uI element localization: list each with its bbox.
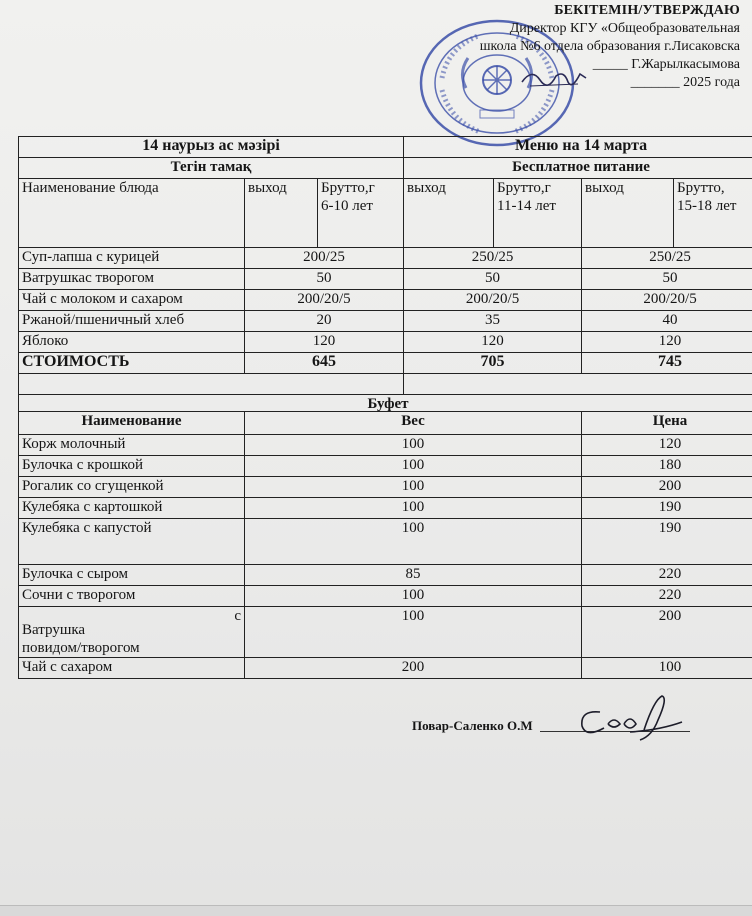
buffet-item-name-line1: Ватрушка: [22, 622, 85, 638]
dish-value-age3: 250/25: [582, 248, 752, 269]
menu-row: [19, 269, 752, 290]
dish-value-age3: 200/20/5: [582, 290, 752, 311]
dish-value-age3: 40: [582, 311, 752, 332]
dish-value-age3: 120: [582, 332, 752, 353]
header-brutto-1: [318, 179, 404, 248]
buffet-header-weight: Вес: [245, 412, 582, 435]
buffet-item-name: [19, 607, 245, 658]
header-yield-1: выход: [245, 179, 318, 248]
buffet-row: [19, 519, 752, 565]
dish-name: Суп-лапша с курицей: [19, 248, 245, 269]
buffet-item-name: Сочни с творогом: [19, 586, 245, 607]
dish-name: Яблоко: [19, 332, 245, 353]
approval-line-1: Директор КГУ «Общеобразовательная: [400, 20, 740, 38]
buffet-item-price: 220: [582, 586, 752, 607]
approval-line-2: школа №6 отдела образования г.Лисаковска: [400, 38, 740, 56]
total-value-age3: 745: [582, 353, 752, 374]
buffet-item-name: Корж молочный: [19, 435, 245, 456]
empty-cell: [19, 374, 404, 395]
empty-row: [19, 374, 752, 395]
header-brutto-1-label: Брутто,г: [321, 180, 375, 196]
cook-signature: [570, 690, 690, 750]
dish-value-age2: 250/25: [404, 248, 582, 269]
approval-heading: БЕКІТЕМІН/УТВЕРЖДАЮ: [400, 2, 740, 20]
buffet-item-weight: 100: [245, 607, 582, 658]
buffet-row: [19, 658, 752, 679]
buffet-title: Буфет: [18, 396, 752, 412]
buffet-row: [19, 586, 752, 607]
buffet-item-weight: 100: [245, 519, 582, 565]
buffet-item-price: 190: [582, 519, 752, 565]
header-dish-name: Наименование блюда: [19, 179, 245, 248]
cook-label: Повар-Саленко О.М: [412, 718, 533, 734]
bottom-strip: [0, 905, 752, 916]
buffet-item-price: 200: [582, 477, 752, 498]
buffet-row: [19, 607, 752, 658]
menu-header-row: [19, 179, 752, 248]
buffet-item-name-c-letter: с: [22, 607, 241, 625]
header-brutto-3: [674, 179, 752, 248]
menu-subtitle-ru: Бесплатное питание: [404, 158, 752, 179]
buffet-item-name: Кулебяка с картошкой: [19, 498, 245, 519]
menu-subtitle-kz: Тегін тамақ: [19, 158, 404, 179]
header-brutto-3-label: Брутто,: [677, 180, 725, 196]
buffet-item-price: 200: [582, 607, 752, 658]
buffet-item-name: Булочка с сыром: [19, 565, 245, 586]
buffet-item-weight: 100: [245, 477, 582, 498]
menu-row: [19, 311, 752, 332]
menu-row: [19, 332, 752, 353]
buffet-item-name: Чай с сахаром: [19, 658, 245, 679]
buffet-item-weight: 100: [245, 456, 582, 477]
dish-value-age2: 120: [404, 332, 582, 353]
dish-name: Ржаной/пшеничный хлеб: [19, 311, 245, 332]
header-age-1: 6-10 лет: [321, 198, 373, 214]
total-value-age1: 645: [245, 353, 404, 374]
menu-subtitle-row: [19, 158, 752, 179]
buffet-header-price: Цена: [582, 412, 752, 435]
buffet-item-price: 100: [582, 658, 752, 679]
buffet-header-name: Наименование: [19, 412, 245, 435]
header-age-3: 15-18 лет: [677, 198, 736, 214]
buffet-item-weight: 100: [245, 586, 582, 607]
buffet-item-price: 190: [582, 498, 752, 519]
dish-value-age1: 20: [245, 311, 404, 332]
menu-title-kz: 14 наурыз ас мәзірі: [19, 137, 404, 158]
dish-value-age1: 50: [245, 269, 404, 290]
total-label: СТОИМОСТЬ: [19, 353, 245, 374]
approval-block: [400, 2, 740, 92]
dish-value-age3: 50: [582, 269, 752, 290]
buffet-item-price: 220: [582, 565, 752, 586]
buffet-item-weight: 85: [245, 565, 582, 586]
buffet-item-price: 180: [582, 456, 752, 477]
menu-total-row: [19, 353, 752, 374]
buffet-row: [19, 565, 752, 586]
approval-line-3: _____ Г.Жарылкасымова: [400, 56, 740, 74]
buffet-item-weight: 200: [245, 658, 582, 679]
buffet-row: [19, 435, 752, 456]
header-brutto-2: [494, 179, 582, 248]
menu-title-row: [19, 137, 752, 158]
total-value-age2: 705: [404, 353, 582, 374]
header-age-2: 11-14 лет: [497, 198, 556, 214]
buffet-item-name: Кулебяка с капустой: [19, 519, 245, 565]
dish-name: Чай с молоком и сахаром: [19, 290, 245, 311]
buffet-item-name-line2: повидом/творогом: [22, 640, 140, 656]
dish-value-age1: 200/20/5: [245, 290, 404, 311]
buffet-row: [19, 498, 752, 519]
dish-value-age2: 35: [404, 311, 582, 332]
header-yield-2: выход: [404, 179, 494, 248]
header-yield-3: выход: [582, 179, 674, 248]
menu-row: [19, 290, 752, 311]
menu-row: [19, 248, 752, 269]
approval-line-4: _______ 2025 года: [400, 74, 740, 92]
dish-name: Ватрушкас творогом: [19, 269, 245, 290]
menu-title-ru: Меню на 14 марта: [404, 137, 752, 158]
header-brutto-2-label: Брутто,г: [497, 180, 551, 196]
buffet-header-row: [19, 412, 752, 435]
buffet-row: [19, 456, 752, 477]
empty-cell: [404, 374, 752, 395]
dish-value-age2: 200/20/5: [404, 290, 582, 311]
buffet-item-weight: 100: [245, 435, 582, 456]
dish-value-age2: 50: [404, 269, 582, 290]
buffet-row: [19, 477, 752, 498]
buffet-item-price: 120: [582, 435, 752, 456]
dish-value-age1: 120: [245, 332, 404, 353]
dish-value-age1: 200/25: [245, 248, 404, 269]
buffet-item-name: Рогалик со сгущенкой: [19, 477, 245, 498]
buffet-item-name: Булочка с крошкой: [19, 456, 245, 477]
buffet-item-weight: 100: [245, 498, 582, 519]
